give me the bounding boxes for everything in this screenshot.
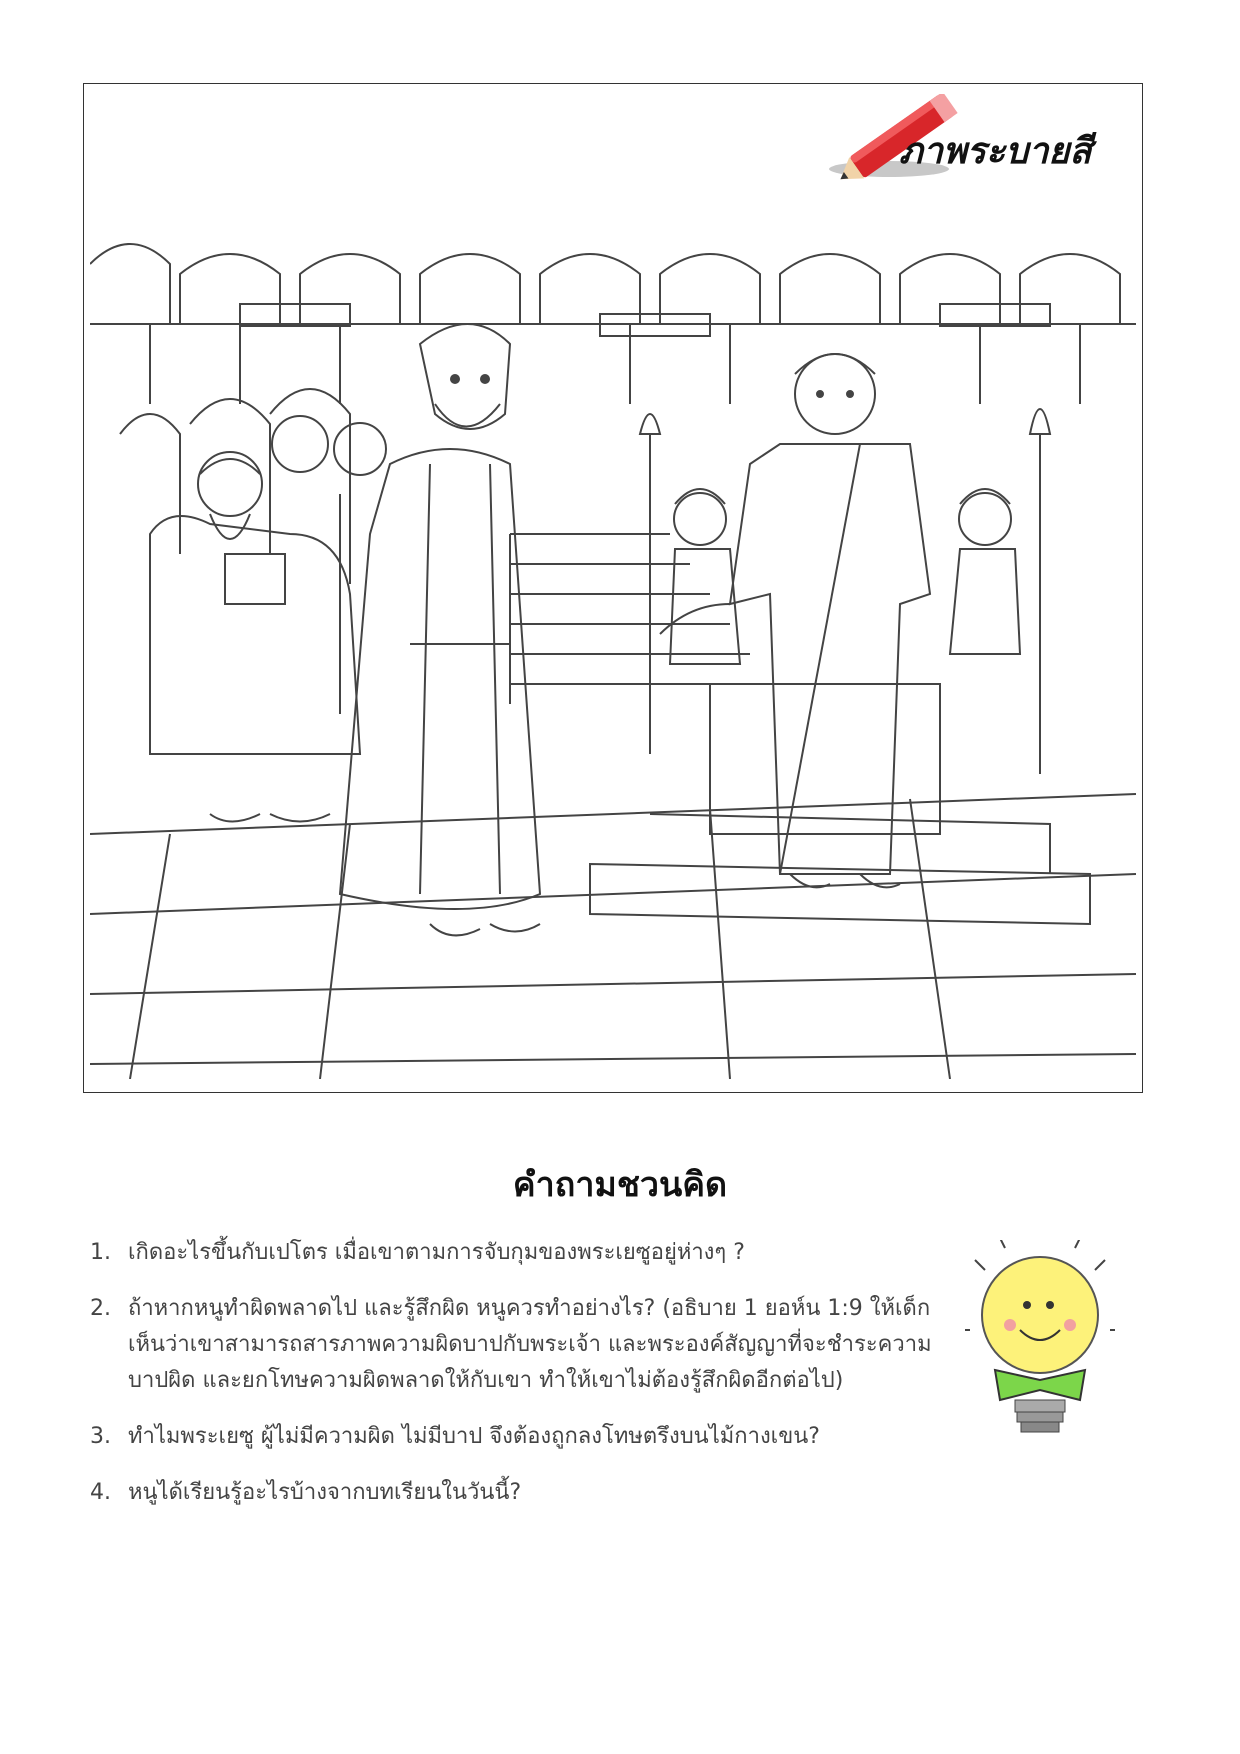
list-item	[90, 1419, 940, 1455]
platform-icon	[590, 684, 1090, 924]
questions-list	[90, 1235, 940, 1531]
coloring-frame	[83, 83, 1143, 1093]
badge-label: ภาพระบายสี	[899, 131, 1092, 172]
question-text: หนูได้เรียนรู้อะไรบ้างจากบทเรียนในวันนี้?	[128, 1480, 522, 1505]
list-item	[90, 1291, 940, 1399]
lightbulb-icon	[965, 1240, 1115, 1440]
arches-icon	[90, 244, 1136, 404]
elders-icon	[120, 389, 386, 822]
guards-icon	[640, 409, 1050, 774]
coloring-scene-icon	[90, 234, 1136, 1079]
floor-icon	[90, 794, 1136, 1079]
question-number: 1.	[90, 1240, 111, 1265]
question-number: 4.	[90, 1480, 111, 1505]
question-text: ถ้าหากหนูทำผิดพลาดไป และรู้สึกผิด หนูควรทำอย่างไร? (อธิบาย 1 ยอห์น 1:9 ให้เด็กเห็นว่าเขาสามารถสารภาพความผิดบาปกับพระเจ้า และพระองค์สัญญาที่จะชำระความบาปผิด และยกโทษความผิดพลาดให้กับเขา ทำให้เขาไม่ต้องรู้สึกผิดอีกต่อไป)	[128, 1296, 932, 1393]
list-item	[90, 1235, 940, 1271]
question-text: ทำไมพระเยซู ผู้ไม่มีความผิด ไม่มีบาป จึงต้องถูกลงโทษตรึงบนไม้กางเขน?	[128, 1424, 820, 1449]
question-number: 2.	[90, 1296, 111, 1321]
section-title: คำถามชวนคิด	[512, 1165, 728, 1205]
list-item	[90, 1475, 940, 1511]
question-number: 3.	[90, 1424, 111, 1449]
question-text: เกิดอะไรขึ้นกับเปโตร เมื่อเขาตามการจับกุมของพระเยซูอยู่ห่างๆ ?	[128, 1240, 745, 1265]
